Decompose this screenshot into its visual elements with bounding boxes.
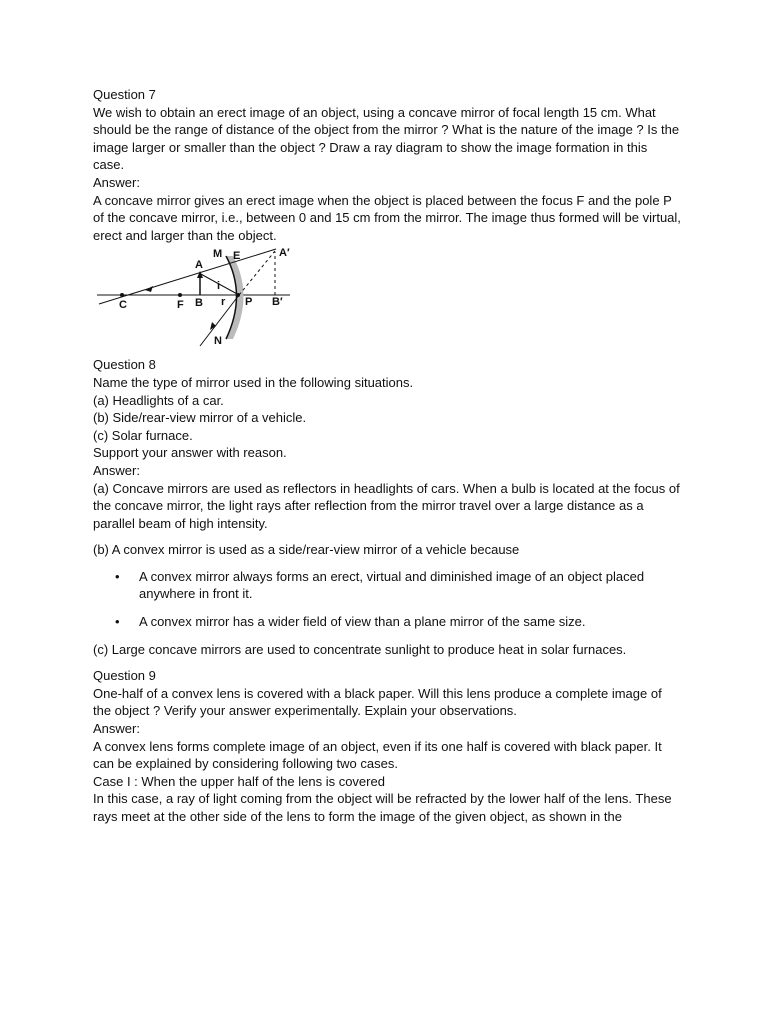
question-9-heading: Question 9 [93, 668, 156, 684]
label-a: A [195, 259, 203, 272]
question-7-answer-label: Answer: [93, 174, 140, 190]
question-8-answer-a: (a) Concave mirrors are used as reflectors in headlights of cars. When a bulb is located at the focus of the concave mirror, the light rays after reflection from the mirror travel over a large distance as a parallel beam of high intensity. [93, 480, 680, 531]
label-e: E [233, 250, 241, 263]
question-7-heading: Question 7 [93, 87, 156, 102]
label-r: r [221, 296, 226, 309]
question-8-support: Support your answer with reason. [93, 445, 287, 461]
question-9-case-1: Case I : When the upper half of the lens is covered [93, 773, 385, 789]
label-f: F [177, 299, 184, 312]
question-8-answer-c: (c) Large concave mirrors are used to concentrate sunlight to produce heat in solar furnaces. [93, 641, 627, 657]
label-m: M [213, 248, 223, 261]
label-b-prime: B′ [272, 296, 283, 309]
label-n: N [214, 335, 222, 348]
mirror-shading [226, 256, 244, 339]
question-8-heading: Question 8 [93, 357, 156, 373]
document-content [93, 86, 681, 826]
point-p [236, 293, 240, 297]
ray-reflected-extension [239, 251, 275, 295]
point-f [178, 293, 182, 297]
question-8-text: Name the type of mirror used in the following situations. [93, 374, 414, 390]
label-a-prime: A′ [279, 248, 290, 260]
question-9-answer: A convex lens forms complete image of an object, even if its one half is covered with black paper. It can be explained by considering following two cases. [93, 738, 662, 772]
label-c: C [119, 299, 127, 312]
point-c [120, 293, 124, 297]
question-8-answer-b: (b) A convex mirror is used as a side/rear-view mirror of a vehicle because [93, 542, 520, 558]
bullet-item: • A convex mirror has a wider field of view than a plane mirror of the same size. [93, 613, 681, 631]
question-9-case-1-text: In this case, a ray of light coming from the object will be refracted by the lower half of the lens. These rays meet at the other side of the lens to form the image of the given object, as shown in the [93, 791, 672, 824]
label-i: i [217, 280, 221, 293]
label-p: P [245, 296, 253, 309]
question-9-text: One-half of a convex lens is covered with a black paper. Will this lens produce a complete image of the object ? Verify your answer experimentally. Explain your observations. [93, 685, 662, 719]
bullet-item: • A convex mirror always forms an erect, virtual and diminished image of an object placed anywhere in front it. [93, 568, 681, 603]
question-8-bullet-list [93, 568, 681, 631]
question-9-answer-label: Answer: [93, 721, 140, 737]
question-7-text: We wish to obtain an erect image of an object, using a concave mirror of focal length 15 cm. What should be the range of distance of the object from the mirror ? What is the nature of the image ? Is the image larger or smaller than the object ? Draw a ray diagram to show the image formation in this case. [93, 104, 680, 173]
label-b: B [195, 297, 203, 310]
concave-mirror-ray-diagram [93, 248, 303, 348]
question-8-part-b: (b) Side/rear-view mirror of a vehicle. [93, 410, 307, 426]
question-8-part-a: (a) Headlights of a car. [93, 392, 224, 408]
question-8-answer-label: Answer: [93, 462, 140, 478]
question-7-answer: A concave mirror gives an erect image when the object is placed between the focus F and the pole P of the concave mirror, i.e., between 0 and 15 cm from the mirror. The image thus formed will be virtual, erect and larger than the object. [93, 192, 681, 243]
question-8-part-c: (c) Solar furnace. [93, 427, 193, 443]
